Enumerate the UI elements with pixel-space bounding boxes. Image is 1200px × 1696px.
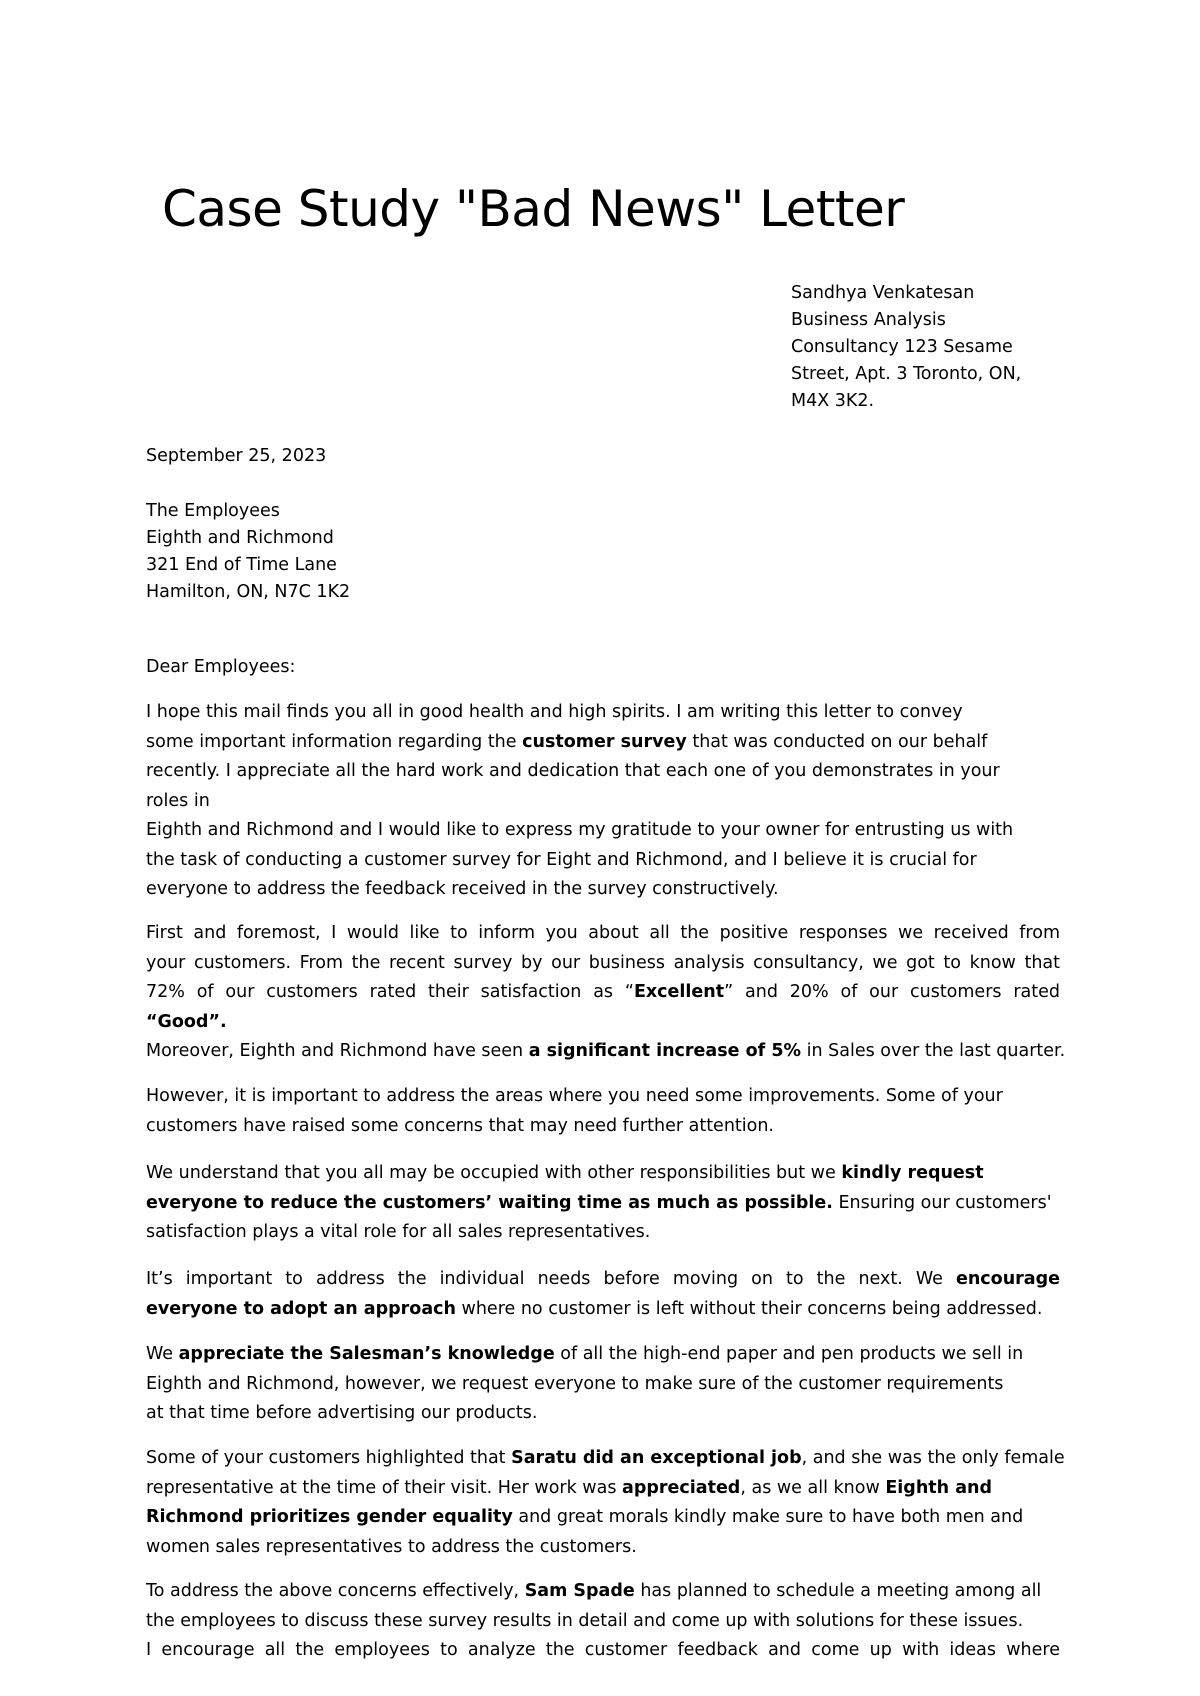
- text-line: [146, 728, 1060, 758]
- text-run: ” and 20% of our customers rated: [724, 982, 1060, 1002]
- text-line: [146, 1189, 1060, 1219]
- text-line: [146, 1444, 1065, 1474]
- text-line: satisfaction plays a vital role for all sales representatives.: [146, 1222, 651, 1242]
- text-run: It’s important to address the individual needs before moving on to the next. We: [146, 1269, 956, 1289]
- text-run: We understand that you all may be occupied with other responsibilities but we: [146, 1163, 842, 1183]
- text-line: recently. I appreciate all the hard work and dedication that each one of you demonstrates in your: [146, 761, 1000, 781]
- text-run: some important information regarding the: [146, 731, 523, 752]
- text-line: your customers. From the recent survey by our business analysis consultancy, we got to know that: [146, 952, 1060, 973]
- sender-line: Consultancy 123 Sesame: [791, 337, 1013, 357]
- emphasis-adopt-approach: everyone to adopt an approach: [146, 1298, 456, 1319]
- paragraph-improvements: [146, 1082, 1060, 1141]
- recipient-line: Eighth and Richmond: [146, 528, 334, 548]
- recipient-address-block: [146, 498, 350, 606]
- emphasis-sam-spade: Sam Spade: [524, 1581, 635, 1601]
- text-run: in Sales over the last quarter.: [801, 1041, 1066, 1061]
- text-line: [146, 1265, 1060, 1295]
- text-line: roles in: [146, 790, 210, 811]
- paragraph-gender-equality: [146, 1444, 1065, 1562]
- text-line: First and foremost, I would like to inform you about all the positive responses we received from: [146, 923, 1060, 943]
- text-line: [146, 1159, 1060, 1189]
- text-run: , and she was the only female: [801, 1448, 1065, 1468]
- recipient-line: Hamilton, ON, N7C 1K2: [146, 582, 351, 602]
- text-line: [146, 1295, 1060, 1325]
- text-run: Ensuring our customers': [832, 1192, 1052, 1213]
- text-line: [146, 978, 1060, 1008]
- text-line: the employees to discuss these survey results in detail and come up with solutions for these issues.: [146, 1610, 1024, 1631]
- paragraph-individual-needs: [146, 1265, 1060, 1324]
- text-line: [146, 1340, 1060, 1370]
- text-run: that was conducted on our behalf: [686, 731, 988, 752]
- emphasis-saratu: Saratu did an exceptional job: [511, 1448, 802, 1468]
- sender-line: M4X 3K2.: [791, 391, 875, 411]
- text-line: Eighth and Richmond, however, we request everyone to make sure of the customer requirements: [146, 1373, 1004, 1394]
- emphasis-good: Good: [157, 1011, 209, 1032]
- recipient-line: 321 End of Time Lane: [146, 555, 337, 575]
- salutation: Dear Employees:: [146, 657, 296, 677]
- emphasis-eighth-and: Eighth and: [885, 1477, 992, 1498]
- emphasis-salesman-knowledge: appreciate the Salesman’s knowledge: [178, 1344, 555, 1364]
- paragraph-introduction: [146, 698, 1060, 905]
- text-line: [146, 1474, 1060, 1504]
- emphasis-reduce-waiting-time: everyone to reduce the customers’ waiting time as much as possible.: [146, 1192, 833, 1213]
- text-run: 72% of our customers rated their satisfaction as “: [146, 982, 634, 1002]
- emphasis-encourage: encourage: [955, 1269, 1060, 1289]
- text-line: [146, 1503, 1060, 1533]
- text-line: women sales representatives to address the customers.: [146, 1536, 637, 1557]
- emphasis-kindly-request: kindly request: [841, 1163, 984, 1183]
- letter-date: September 25, 2023: [146, 446, 327, 466]
- text-run: ”.: [208, 1011, 227, 1032]
- sender-line: Street, Apt. 3 Toronto, ON,: [791, 364, 1022, 384]
- text-line: [146, 1037, 1066, 1067]
- text-run: “: [146, 1011, 158, 1032]
- page-title: Case Study "Bad News" Letter: [162, 179, 905, 238]
- paragraph-waiting-time: [146, 1159, 1060, 1248]
- text-run: and great morals kindly make sure to have both men and: [512, 1507, 1024, 1527]
- paragraph-salesman-knowledge: [146, 1340, 1060, 1429]
- text-line: at that time before advertising our products.: [146, 1403, 538, 1423]
- text-line: However, it is important to address the areas where you need some improvements. Some of your: [146, 1086, 1003, 1106]
- paragraph-positive-responses: [146, 919, 1066, 1067]
- text-line: [146, 1008, 1060, 1038]
- sender-address-block: [791, 280, 1051, 415]
- text-run: To address the above concerns effectively,: [146, 1581, 525, 1601]
- emphasis-customer-survey: customer survey: [522, 731, 687, 752]
- emphasis-gender-equality: Richmond prioritizes gender equality: [146, 1507, 513, 1527]
- text-run: Some of your customers highlighted that: [146, 1448, 512, 1468]
- paragraph-meeting: [146, 1577, 1060, 1666]
- text-run: of all the high-end paper and pen products we sell in: [554, 1344, 1024, 1364]
- text-run: Moreover, Eighth and Richmond have seen: [146, 1041, 529, 1061]
- text-line: everyone to address the feedback received in the survey constructively.: [146, 879, 779, 899]
- text-line: the task of conducting a customer survey for Eight and Richmond, and I believe it is crucial for: [146, 849, 977, 870]
- text-line: [146, 1577, 1060, 1607]
- text-line: I hope this mail finds you all in good health and high spirits. I am writing this letter to convey: [146, 702, 963, 722]
- emphasis-sales-increase: a significant increase of 5%: [528, 1041, 802, 1061]
- emphasis-excellent: Excellent: [633, 982, 725, 1002]
- emphasis-appreciated: appreciated: [622, 1477, 741, 1498]
- sender-line: Business Analysis: [791, 310, 946, 330]
- text-line: customers have raised some concerns that may need further attention.: [146, 1115, 774, 1136]
- recipient-line: The Employees: [146, 501, 280, 521]
- text-run: We: [146, 1344, 179, 1364]
- text-run: , as we all know: [740, 1477, 886, 1498]
- text-line: Eighth and Richmond and I would like to express my gratitude to your owner for entrusting us with: [146, 820, 1014, 840]
- text-line: I encourage all the employees to analyze the customer feedback and come up with ideas where: [146, 1640, 1060, 1660]
- text-run: where no customer is left without their concerns being addressed.: [455, 1298, 1043, 1319]
- sender-line: Sandhya Venkatesan: [791, 283, 975, 303]
- text-run: representative at the time of their visit. Her work was: [146, 1477, 623, 1498]
- text-run: has planned to schedule a meeting among all: [634, 1581, 1042, 1601]
